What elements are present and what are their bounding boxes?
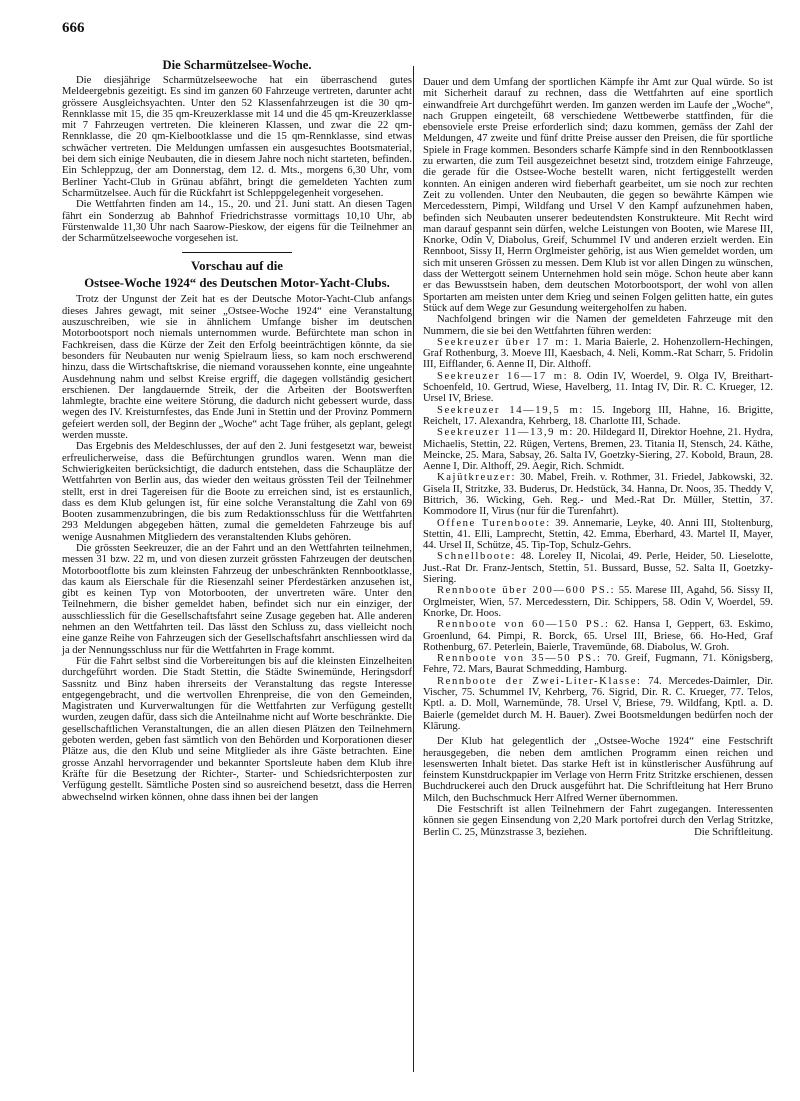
entry-list-rennboote-200-600 (423, 585, 773, 619)
paragraph: Das Ergebnis des Meldeschlusses, der auf den 2. Juni festgesetzt war, beweist erfreulicherweise, dass die Befürchtungen grundlos waren. Wenn man die Schwierigkeiten berücksichtigt, die dadurch entstehen, dass die Schauplätze der Wettfahrten von Berlin aus, das wieder den weitaus grössten Teil der Teilnehmer stellt, erst in drei Tagereisen für die Boote zu erreichen sind, ist es erstaunlich, dass es dem Klub gelungen ist, für eine solche Veranstaltung die Zahl von 69 Booten zusammenzubringen, die bis zum Redaktionsschluss für die Wettfahrten 293 Meldungen abgegeben hätten, zumal die gemeldeten Fahrzeuge bis auf wenige Ausnahmen Mitgliedern des veranstaltenden Klubs gehören. (62, 441, 412, 543)
entry-text: 55. Marese III, Agahd, 56. Sissy II, Orglmeister, Wien, 57. Mercedesstern, Dir. Schippers, 58. Odin V, Woerdel, 59. Knorke, Dr. Hoos. (423, 585, 773, 619)
class-label: Rennboote der Zwei-Liter-Klasse: (437, 675, 642, 687)
paragraph: Die Wettfahrten finden am 14., 15., 20. und 21. Juni statt. An diesen Tagen fährt ein Sonderzug ab Bahnhof Friedrichstrasse vormittags 10,10 Uhr, ab Fürstenwalde 11,30 Uhr nach Saarow-Pieskow, der eigens für die Teilnehmer an der Scharmützelseewoche vorgesehen ist. (62, 199, 412, 245)
entry-text: 48. Loreley II, Nicolai, 49. Perle, Heider, 50. Lieselotte, Just.-Rat Dr. Franz-Jentsch, Stettin, 51. Bussard, Busse, 52. Salta II, Goetzky-Siering. (423, 551, 773, 586)
entry-list-kajuetkreuzer (423, 472, 773, 517)
entry-list-seekreuzer-14 (423, 405, 773, 428)
class-label: Seekreuzer 14—19,5 m: (437, 404, 584, 416)
paragraph: Der Klub hat gelegentlich der „Ostsee-Woche 1924“ eine Festschrift herausgegeben, die neben dem amtlichen Programm einen reichen und lesenswerten Inhalt bietet. Das starke Heft ist in künstlerischer Ausführung auf feinstem Kunstdruckpapier im Verlage von Herrn Fritz Stritzke erschienen, dessen Buchdruckerei auch den Druck ausgeführt hat. Die Schriftleitung hat Herr Bruno Milch, den Buchschmuck Herr Alfred Werner übernommen. (423, 736, 773, 804)
entry-list-seekreuzer-16 (423, 371, 773, 405)
class-label: Seekreuzer 11—13,9 m: (437, 427, 574, 439)
article-title-ostsee-line1: Vorschau auf die (191, 259, 283, 274)
entry-text: 39. Annemarie, Leyke, 40. Anni III, Stoltenburg, Stettin, 41. Elli, Lamprecht, Stettin, 42. Emma, Eberhard, 43. Martel II, Mayer, 44. Ursel II, Schütze, 45. Tip-Top, Schulz-Gehrs. (423, 517, 773, 552)
paragraph: Die diesjährige Scharmützelseewoche hat ein überraschend gutes Meldeergebnis gezeitigt. Es sind im ganzen 60 Fahrzeuge vertreten, darunter acht grössere Ausgleichsyachten. Unter den 52 Klassenfahrzeugen ist die 30 qm-Rennklasse mit 15, die 35 qm-Kreuzerklasse mit 14 und die 45 qm-Kreuzerklasse mit 7 Fahrzeugen vertreten. Die kleineren Klassen, und zwar die 22 qm-Rennklasse, die 20 qm-Kielbootklasse und die 15 qm-Rennklasse, sind etwas schwächer vertreten. Die Meldungen umfassen ein ausgesuchtes Bootsmaterial, bei dem sich einige Neubauten, die in diesem Jahre noch nicht starteten, befinden. Ein Schleppzug, der am Donnerstag, dem 12. d. Mts., morgens 6,30 Uhr, vom Berliner Yacht-Club in Grünau abfährt, bringt die gemeldeten Yachten zum Scharmützelsee. Auch für die Rückfahrt ist Schleppgelegenheit vorgesehen. (62, 75, 412, 199)
entry-list-seekreuzer-17 (423, 337, 773, 371)
paragraph: Nachfolgend bringen wir die Namen der gemeldeten Fahrzeuge mit den Nummern, die sie bei den Wettfahrten führen werden: (423, 314, 773, 337)
paragraph: Für die Fahrt selbst sind die Vorbereitungen bis auf die kleinsten Einzelheiten durchgeführt worden. Die Stadt Stettin, die Städte Swinemünde, Heringsdorf Sassnitz und Binz haben ihrerseits der Veranstaltung das regste Interesse entgegengebracht, und die wertvollen Ehrenpreise, die von den Gemeinden, Magistraten und Kurverwaltungen für die Wettfahrten zur Verfügung gestellt wurden, zeugen dafür, dass sich die Anteilnahme nicht auf Worte beschränkte. Die gesellschaftlichen Veranstaltungen, die an allen diesen Plätzen den Teilnehmern geboten werden, geben fast sämtlich von den Behörden und Korporationen dieser Plätze aus, die den Klub und seine Mitglieder als ihre Gäste betrachten. Eine grosse Anzahl hervorragender und bekannter Sportsleute haben dem Klub ihre Kräfte für die Besetzung der Richter-, Starter- und Schiedsrichterposten zur Verfügung gestellt. Sämtliche Posten sind so ausreichend besetzt, dass die Herren abwechselnd wirken können, ohne dass ihnen bei der langen (62, 655, 412, 803)
class-label: Rennboote von 60—150 PS.: (437, 619, 610, 631)
entry-list-rennboote-35-50 (423, 653, 773, 676)
class-label: Kajütkreuzer: (437, 472, 517, 484)
entry-list-rennboote-60-150 (423, 619, 773, 653)
entry-text: 20. Hildegard II, Direktor Hoehne, 21. Hydra, Michaelis, Stettin, 22. Rügen, Vertens, Bremen, 23. Titania II, Stensch, 24. Käthe, Meincke, 25. Mara, Sabsay, 26. Salta IV, Goetzky-Siering, 27. Kobold, Braun, 28. Aenne I, Dir. Althoff, 29. Aegir, Rich. Schmidt. (423, 427, 773, 473)
column-divider (413, 66, 414, 1072)
paragraph: Trotz der Ungunst der Zeit hat es der Deutsche Motor-Yacht-Club anfangs dieses Jahres gewagt, mit seiner „Ostsee-Woche 1924“ eine Veranstaltung auszuschreiben, wie sie in ähnlichem Umfange bisher im deutschen Motorbootsport noch niemals unternommen wurde. Befürchtete man schon in Fachkreisen, dass die Kürze der Zeit den Erfolg beeinträchtigen könnte, da sie besonders für Neubauten nur wenig Spielraum liess, so kam noch erschwerend hinzu, dass die Wirtschaftskrise, die niemand voraussehen konnte, eine ungeahnte Ausdehnung nahm und selbst Kreise ergriff, die dagegen vollständig gesichert erschienen. Der langdauernde Streik, der die Arbeiten der Bootswerften lahmlegte, brachte eine weitere Störung, die dadurch nicht gebessert wurde, dass wegen des IV. Kreisturnfestes, das Ende Juni in Stettin und der Provinz Pommern gefeiert werden soll, der Beginn der „Woche“ acht Tage früher, als geplant, gelegt werden musste. (62, 294, 412, 442)
entry-list-turenboote (423, 518, 773, 552)
article-title-ostsee-line2: Ostsee-Woche 1924“ des Deutschen Motor-Yacht-Clubs. (84, 276, 390, 291)
class-label: Seekreuzer 16—17 m: (437, 370, 569, 382)
entry-text: 15. Ingeborg III, Hahne, 16. Brigitte, Reichelt, 17. Alexandra, Kehrberg, 18. Charlotte III, Schade. (423, 404, 774, 427)
entry-text: 70. Greif, Fugmann, 71. Königsberg, Fehre, 72. Mars, Baurat Schmedding, Hamburg. (423, 653, 773, 676)
class-label: Schnellboote: (437, 551, 517, 563)
entry-text: 1. Maria Baierle, 2. Hohenzollern-Hechingen, Graf Rothenburg, 3. Moeve III, Kaesbach, 4. Neli, Komm.-Rat Scharr, 5. Fridolin III, Eifflander, 6. Aenne II, Dir. Althoff. (423, 336, 773, 371)
page-number: 666 (62, 20, 85, 36)
entry-text: 62. Hansa I, Geppert, 63. Eskimo, Groenlund, 64. Pimpi, R. Borck, 65. Ursel III, Briese, 66. Ho-Hed, Graf Rothenburg, 67. Peterlein, Baierle, Travemünde, 68. Diabolus, W. Groh. (423, 619, 774, 653)
paragraph (423, 804, 773, 838)
left-column (62, 58, 412, 803)
paragraph: Die grössten Seekreuzer, die an der Fahrt und an den Wettfahrten teilnehmen, messen 31 bzw. 22 m, und von diesen zurzeit grössten Fahrzeugen der deutschen Motorbootflotte bis zum kleinsten Fahrzeug der unbeschränkten Rennbootklasse, das kaum als Eierschale für die Riesenzahl seiner Pferdestärken anzusehen ist, gibt es keinen Typ von Motorbooten, der unvertreten wäre. Unter den Teilnehmern, die bisher gemeldet haben, befindet sich nur ein einziger, der ausschliesslich für die Gesellschaftsfahrt seine Zusage gegeben hat. Alle anderen nehmen an den Wettfahrten teil. Das lässt den Schluss zu, dass vielleicht noch eine ganze Reihe von Fahrzeugen sich der Gesellschaftsfahrt anschliessen wird da ja der Nennungsschluss nur für die Wettfahrten in Frage kommt. (62, 542, 412, 656)
section-separator (182, 252, 292, 253)
class-label: Offene Turenboote: (437, 517, 551, 529)
paragraph: Dauer und dem Umfang der sportlichen Kämpfe ihr Amt zur Qual würde. So ist mit Sicherheit darauf zu rechnen, dass die Wettfahrten auf eine sportlich einwandfreie Art durchgeführt werden. Im ganzen werden im Laufe der „Woche“, nach Gruppen eingeteilt, 68 verschiedene Wettbewerbe stattfinden, für die ebensoviele erste Preise erforderlich sind; dazu kommen, gemäss der Zahl der Meldungen, 47 zweite und fünf dritte Preise ausser den Preisen, die für sportliche Spiele in Frage kommen. Besonders scharfe Kämpfe sind in den Rennbootklassen zu erwarten, die zum Teil ausgezeichnet besetzt sind, trotzdem einige Fahrzeuge, die gerade für die Ostsee-Woche bestellt waren, nicht fertiggestellt werden konnten. An einigen anderen wird fieberhaft gearbeitet, um sie noch zur rechten Zeit zu vollenden. Unter den Neubauten, die gegen so bewährte Kämpen wie Mercedesstern, Pimpi, Wildfang und Ursel V den Kampf aufzunehmen haben, befinden sich Neubauten unserer bedeutendsten Konstrukteure. Mit Recht wird man darauf gespannt sein dürfen, welche Leistungen von Booten, wie Marese III, Knorke, Odin V, Diabolus, Greif, Schummel IV und anderen erzielt werden. Ein Rennboot, Sissy II, Herrn Orglmeister gehörig, ist aus Wien gemeldet worden, um sich mit unseren Grössen zu messen. Dem Klub ist vor allen Dingen zu wünschen, dass der Wettergott seinem Unternehmen hold sein möge. Schon heute aber kann er das Bewusstsein haben, dem deutschen Motorbootsport, der wohl von allen Sportarten am meisten unter dem Krieg und seinen Folgen gelitten hatte, ein gutes Stück auf dem Wege zur Gesundung weitergeholfen zu haben. (423, 77, 773, 314)
class-label: Rennboote von 35—50 PS.: (437, 653, 602, 665)
entry-list-seekreuzer-11 (423, 427, 773, 472)
entry-text: 30. Mabel, Freih. v. Rothmer, 31. Friedel, Jabkowski, 32. Gisela II, Stritzke, 33. Buderus, Dr. Hedstück, 34. Hanna, Dr. Noos, 35. Theddy V, Bittrich, 36. Wicking, Geh. Reg.- und Med.-Rat Dr. Müller, Stettin, 37. Kommodore II, Virus (nur für die Turenfahrt). (423, 472, 773, 518)
class-label: Rennboote über 200—600 PS.: (437, 585, 616, 597)
entry-text: 74. Mercedes-Daimler, Dir. Vischer, 75. Schummel IV, Kehrberg, 76. Sigrid, Dir. R. C. Krueger, 77. Telos, Kptl. a. D. Moll, Warnemünde, 78. Ursel V, Briese, 79. Wildfang, Kptl. a. D. Baierle (gemeldet durch M. H. Bauer). Zwei Bootsmeldungen bedürfen noch der Klärung. (423, 675, 773, 732)
entry-text: 8. Odin IV, Woerdel, 9. Olga IV, Breithart-Schoenfeld, 10. Gertrud, Wiese, Havelberg, 11. Intag IV, Dir. R. C. Krueger, 12. Ursel IV, Briese. (423, 370, 773, 405)
right-column (423, 77, 773, 838)
signature: Die Schriftleitung. (694, 826, 773, 838)
entry-list-zwei-liter (423, 676, 773, 732)
entry-list-schnellboote (423, 551, 773, 585)
article-title-scharmuetzelsee: Die Scharmützelsee-Woche. (162, 58, 312, 72)
class-label: Seekreuzer über 17 m: (437, 336, 570, 348)
paragraph-text: Die Festschrift ist allen Teilnehmern der Fahrt zugegangen. Interessenten können sie gegen Einsendung von 2,20 Mark portofrei durch den Verlag Stritzke, Berlin C. 25, Münzstrasse 3, beziehen. (423, 804, 773, 838)
